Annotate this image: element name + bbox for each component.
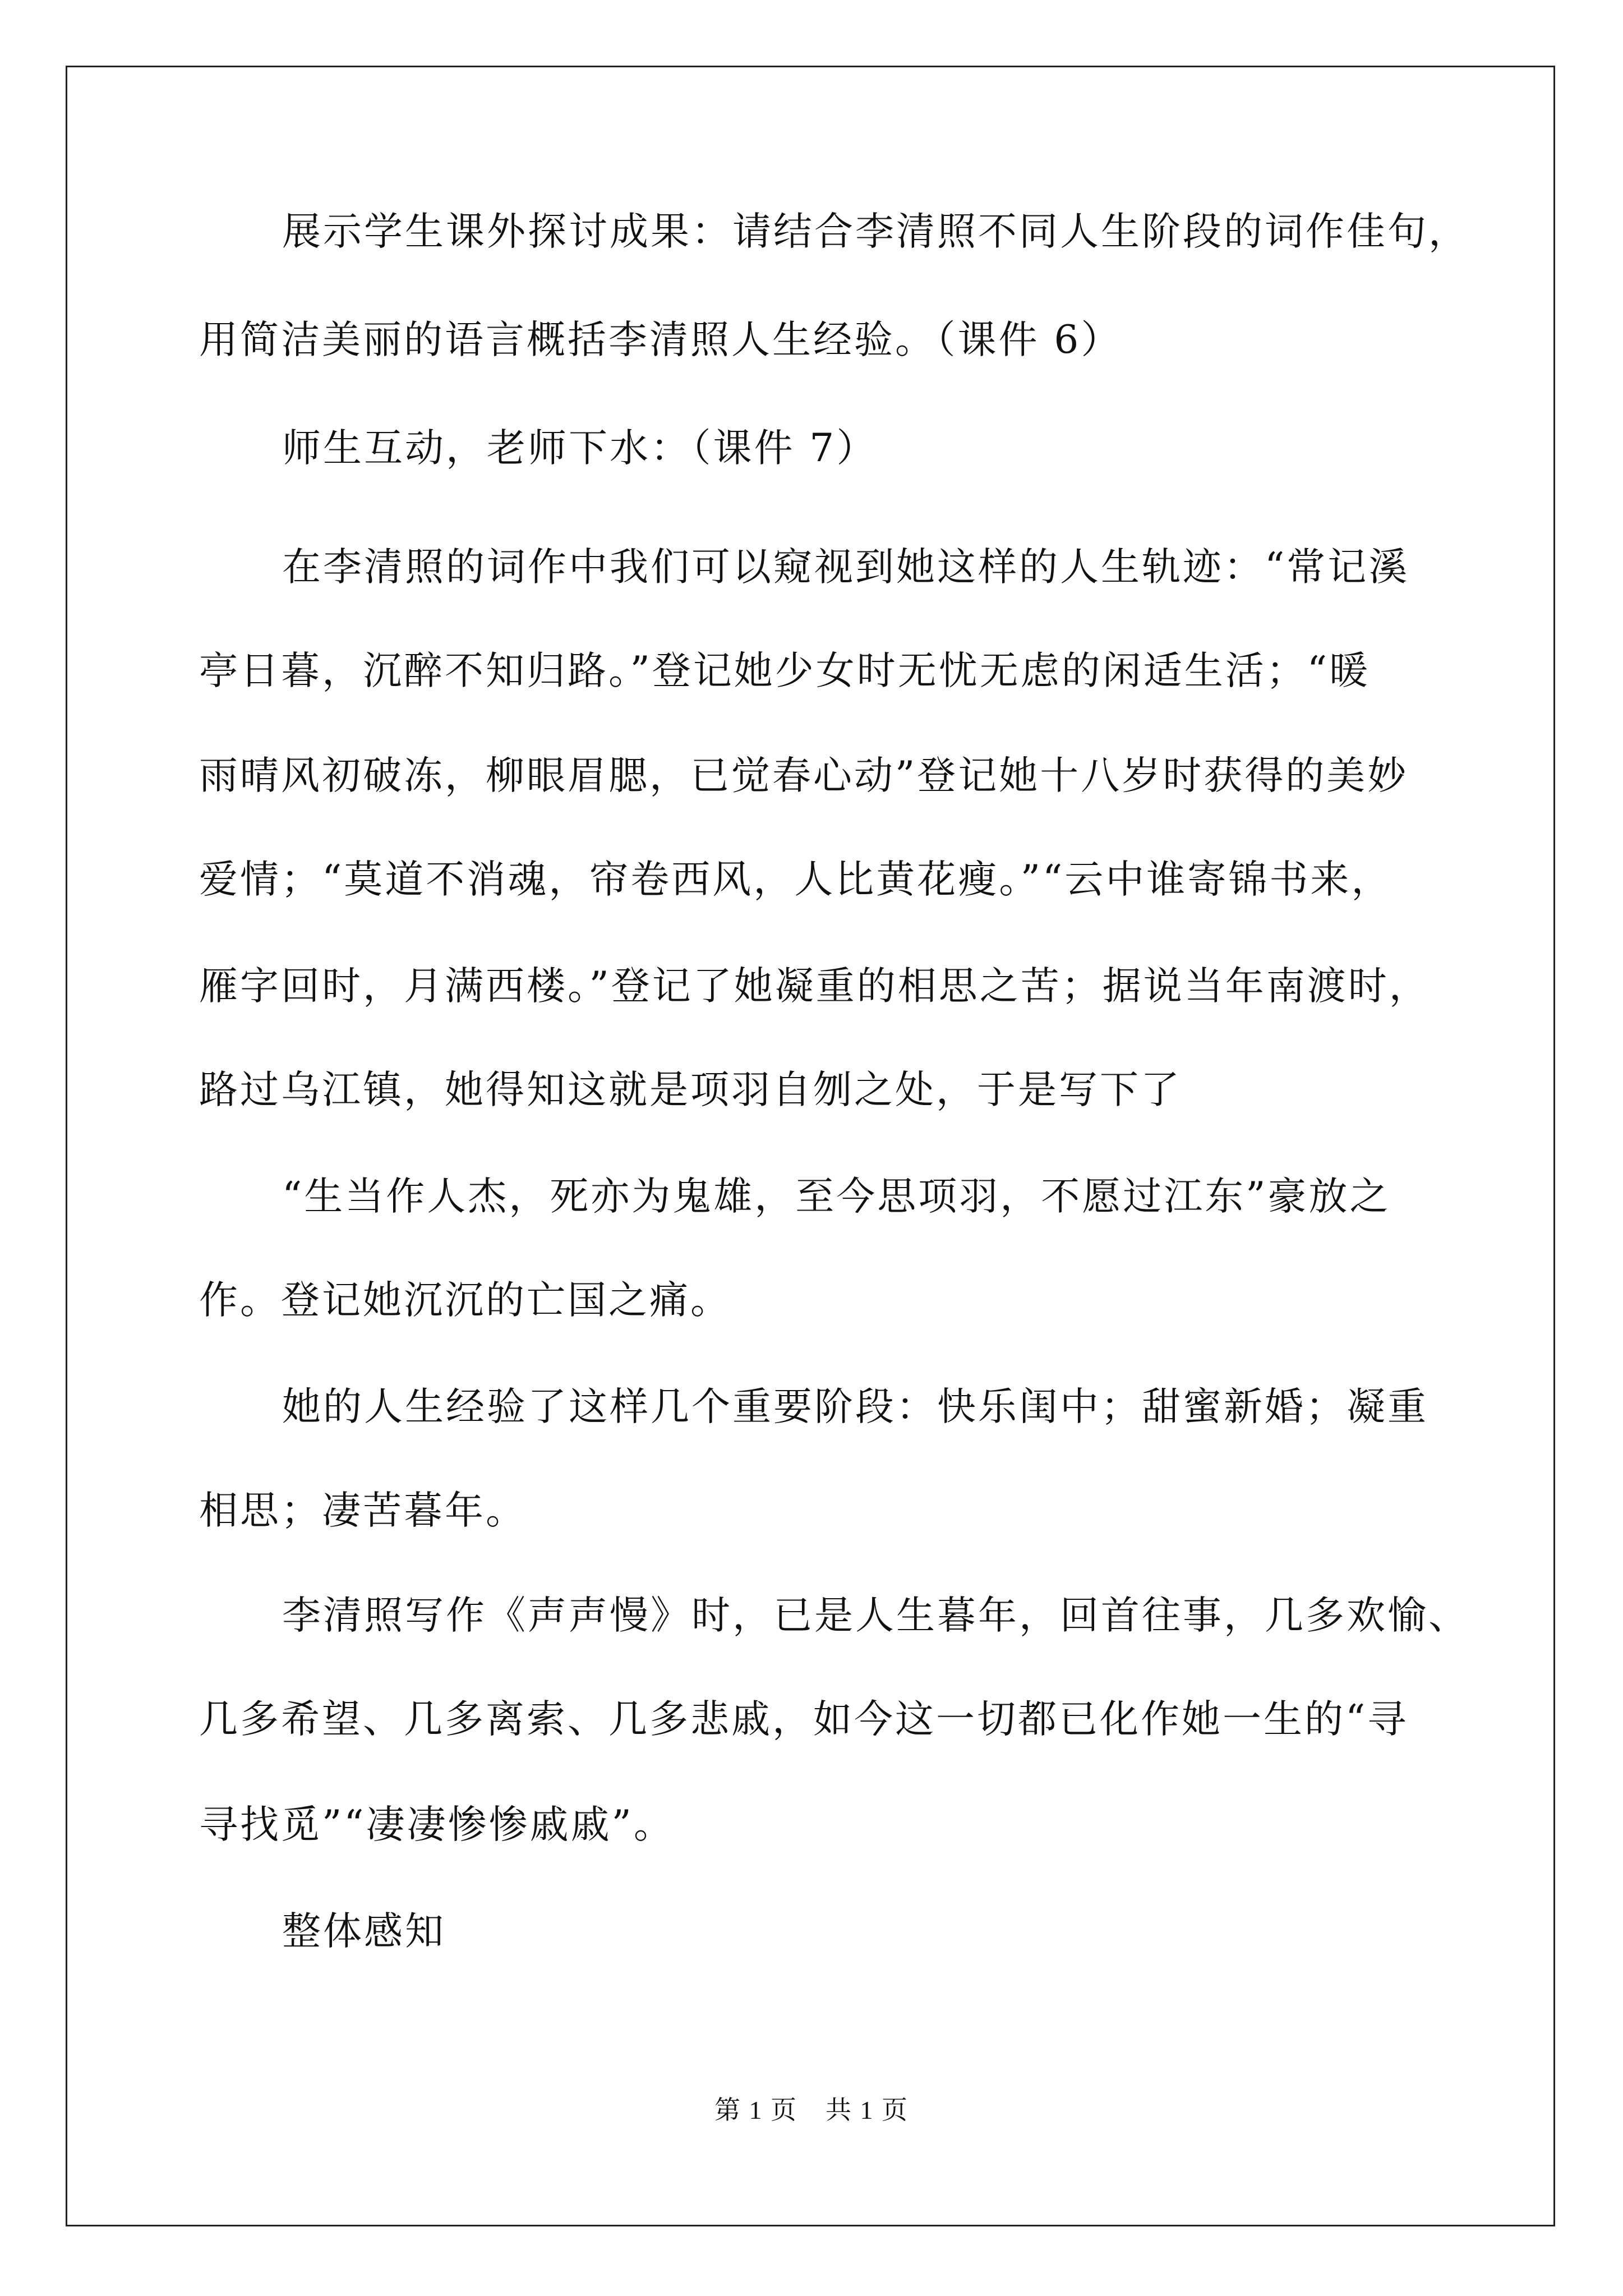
paragraph-shengshengman-line-3: 寻找觅”“凄凄惨惨戚戚”。 (199, 1802, 675, 1847)
paragraph-teacher-interaction: 师生互动，老师下水：（课件 7） (282, 426, 878, 471)
paragraph-life-trajectory-line-3: 雨晴风初破冻，柳眼眉腮，已觉春心动”登记她十八岁时获得的美妙 (199, 753, 1409, 798)
paragraph-life-trajectory-line-4: 爱情；“莫道不消魂，帘卷西风，人比黄花瘦。”“云中谁寄锦书来， (199, 857, 1393, 902)
paragraph-life-stages-line-2: 相思；凄苦暮年。 (199, 1488, 527, 1533)
paragraph-life-trajectory-line-1: 在李清照的词作中我们可以窥视到她这样的人生轨迹：“常记溪 (282, 545, 1410, 590)
page-border (66, 66, 1555, 2226)
paragraph-life-stages-line-1: 她的人生经验了这样几个重要阶段：快乐闺中；甜蜜新婚；凝重 (282, 1384, 1428, 1429)
paragraph-life-trajectory-line-2: 亭日暮，沉醉不知归路。”登记她少女时无忧无虑的闲适生活；“暖 (199, 648, 1371, 693)
paragraph-research-results-line-2: 用简洁美丽的语言概括李清照人生经验。（课件 6） (199, 318, 1122, 362)
paragraph-research-results-line-1: 展示学生课外探讨成果：请结合李清照不同人生阶段的词作佳句， (282, 209, 1469, 254)
paragraph-xiang-yu-line-2: 作。登记她沉沉的亡国之痛。 (199, 1278, 731, 1323)
section-heading-overall-perception: 整体感知 (282, 1909, 446, 1954)
paragraph-shengshengman-line-1: 李清照写作《声声慢》时，已是人生暮年，回首往事，几多欢愉、 (282, 1593, 1469, 1638)
paragraph-life-trajectory-line-6: 路过乌江镇，她得知这就是项羽自刎之处，于是写下了 (199, 1068, 1182, 1112)
paragraph-life-trajectory-line-5: 雁字回时，月满西楼。”登记了她凝重的相思之苦；据说当年南渡时， (199, 964, 1430, 1009)
paragraph-shengshengman-line-2: 几多希望、几多离索、几多悲戚，如今这一切都已化作她一生的“寻 (199, 1697, 1409, 1742)
page-number-total: 共 1 页 (826, 2096, 909, 2124)
page-number-current: 第 1 页 (714, 2096, 797, 2124)
page-footer (0, 2093, 1623, 2127)
paragraph-xiang-yu-line-1: “生当作人杰，死亦为鬼雄，至今思项羽，不愿过江东”豪放之 (282, 1174, 1391, 1219)
